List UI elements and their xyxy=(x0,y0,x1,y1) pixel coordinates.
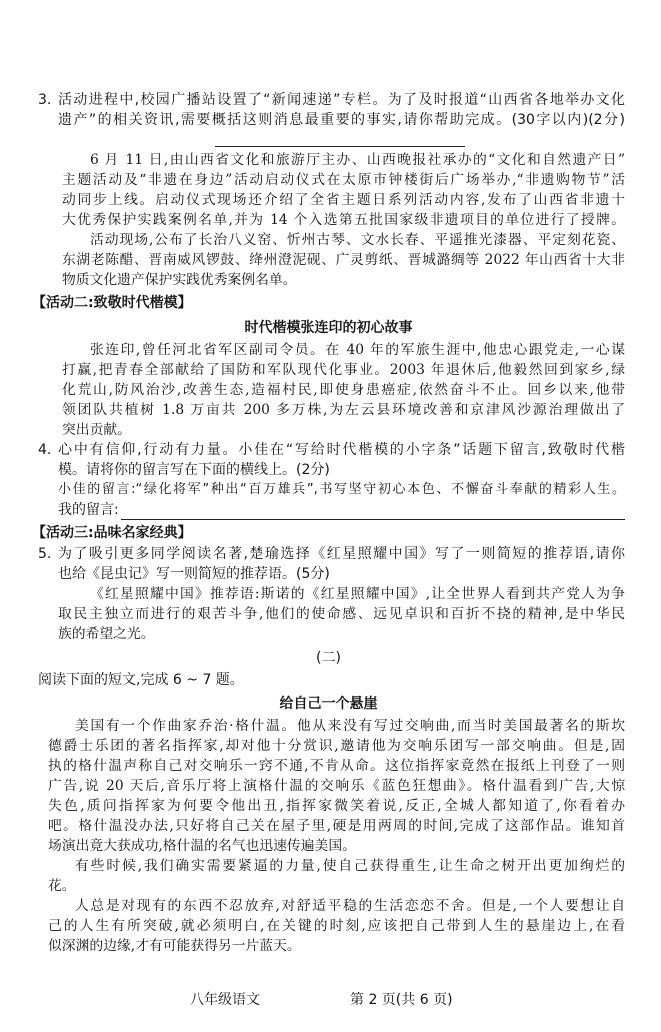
question-3-text: 活动进程中,校园广播站设置了“新闻速递”专栏。为了及时报道“山西省各地举办文化 xyxy=(58,92,625,108)
recommendation-line: 《红星照耀中国》推荐语:斯诺的《红星照耀中国》,让全世界人看到共产党人为争 xyxy=(90,586,625,602)
answer-row xyxy=(32,130,625,148)
article-line: 似深渊的边缘,才有可能获得另一片蓝天。 xyxy=(48,938,301,954)
article-line: 吧。格什温没办法,只好将自己关在屋子里,硬是用两周的时间,完成了这部作品。谁知首 xyxy=(48,818,625,834)
question-5-line xyxy=(32,544,625,564)
article-line: 德爵士乐团的著名指挥家,却对他十分赏识,邀请他为交响乐团写一部交响曲。但是,固 xyxy=(48,738,625,754)
question-4-text: 心中有信仰,行动有力量。小佳在“写给时代楷模的小字条”话题下留言,致敬时代楷 xyxy=(58,442,625,458)
news-paragraph-line: 主题活动及“非遗在身边”活动启动仪式在太原市钟楼街后广场举办,“非遗购物节”活 xyxy=(62,172,625,188)
article-line: 人总是对现有的东西不忍放弃,对舒适平稳的生活恋恋不舍。但是,一个人要想让自 xyxy=(75,898,625,914)
footer-page-number: 第 2 页(共 6 页) xyxy=(350,992,453,1008)
answer-line xyxy=(215,146,465,147)
news-paragraph-line: 6 月 11 日,由山西省文化和旅游厅主办、山西晚报社承办的“文化和自然遗产日” xyxy=(90,152,625,168)
news-paragraph-line: 活动现场,公布了长治八义窑、忻州古琴、文水长春、平遥推光漆器、平定刻花瓷、 xyxy=(90,232,625,248)
page-footer xyxy=(0,990,661,1010)
reading-instruction: 阅读下面的短文,完成 6 ~ 7 题。 xyxy=(38,672,244,688)
question-4-line xyxy=(32,440,625,460)
story-line: 打赢,把青春全部献给了国防和军队现代化事业。2003 年退休后,他毅然回到家乡,绿 xyxy=(62,362,625,378)
question-5-line: 也给《昆虫记》写一则简短的推荐语。(5分) xyxy=(58,566,330,582)
sample-message: 小佳的留言:“绿化将军”种出“百万雄兵”,书写坚守初心本色、不懈奋斗奉献的精彩人生。 xyxy=(58,482,625,497)
article-line: 失色,质问指挥家为何要令他出丑,指挥家微笑着说,反正,全城人都知道了,你看着办 xyxy=(48,798,625,814)
question-number: 4. xyxy=(38,442,52,458)
news-paragraph-line: 大优秀保护实践案例名单,并为 14 个入选第五批国家级非遗项目的单位进行了授牌。 xyxy=(62,212,625,228)
question-3-line: 遗产”的相关资讯,需要概括这则消息最重要的事实,请你帮助完成。(30字以内)(2分) xyxy=(58,112,625,128)
story-line: 张连印,曾任河北省军区副司令员。在 40 年的军旅生涯中,他忠心跟党走,一心谋 xyxy=(90,342,625,358)
question-5-text: 为了吸引更多同学阅读名著,楚瑜选择《红星照耀中国》写了一则简短的推荐语,请你 xyxy=(58,546,625,562)
article-line: 执的格什温声称自己对交响乐一窍不通,不肯从命。这位指挥家竟然在报纸上刊登了一则 xyxy=(48,758,625,774)
article-line: 美国有一个作曲家乔治·格什温。他从来没有写过交响曲,而当时美国最著名的斯坎 xyxy=(75,718,625,734)
recommendation-line: 族的希望之光。 xyxy=(58,626,155,642)
story-title: 时代楷模张连印的初心故事 xyxy=(244,320,413,336)
question-number: 5. xyxy=(38,546,52,562)
my-message-label: 我的留言: xyxy=(58,502,119,518)
activity-2-heading: 【活动二:致敬时代楷模】 xyxy=(32,295,192,311)
my-message-row xyxy=(32,500,625,520)
footer-subject: 八年级语文 xyxy=(190,992,260,1008)
section-2-label: (二) xyxy=(316,650,341,666)
page-content xyxy=(32,90,625,956)
article-line: 花。 xyxy=(48,878,76,894)
story-line: 突出贡献。 xyxy=(62,422,131,438)
article-line: 己的人生有所突破,就必须明白,在关键的时刻,应该把自己带到人生的悬崖边上,在看 xyxy=(48,918,625,934)
recommendation-line: 取民主独立而进行的艰苦斗争,他们的使命感、远见卓识和百折不挠的精神,是中华民 xyxy=(58,606,625,622)
news-paragraph-line: 东湖老陈醋、晋南威风锣鼓、绛州澄泥砚、广灵剪纸、晋城潞绸等 2022 年山西省十大非 xyxy=(62,252,625,268)
my-message-answer-line xyxy=(121,504,625,520)
news-paragraph-line: 物质文化遗产保护实践优秀案例名单。 xyxy=(62,272,297,288)
news-paragraph-line: 动同步上线。启动仪式现场还介绍了全省主题日系列活动内容,发布了山西省非遗十 xyxy=(62,192,625,208)
story-line: 化荒山,防风治沙,改善生态,造福村民,即使身患癌症,依然奋斗不止。回乡以来,他带 xyxy=(62,382,625,398)
story-line: 领团队共植树 1.8 万亩共 200 多万株,为左云县环境改善和京津风沙源治理做出了 xyxy=(62,402,625,418)
article-line: 广告,说 20 天后,音乐厅将上演格什温的交响乐《蓝色狂想曲》。格什温看到广告,大惊 xyxy=(48,778,625,794)
question-4-line: 模。请将你的留言写在下面的横线上。(2分) xyxy=(58,462,330,478)
article-line: 有些时候,我们确实需要紧逼的力量,使自己获得重生,让生命之树开出更加绚烂的 xyxy=(75,858,625,874)
question-number: 3. xyxy=(38,92,52,108)
activity-3-heading: 【活动三:品味名家经典】 xyxy=(32,525,192,541)
article-title: 给自己一个悬崖 xyxy=(279,696,378,712)
article-line: 场演出竟大获成功,格什温的名气也迅速传遍美国。 xyxy=(48,838,356,854)
question-3-line xyxy=(32,90,625,110)
